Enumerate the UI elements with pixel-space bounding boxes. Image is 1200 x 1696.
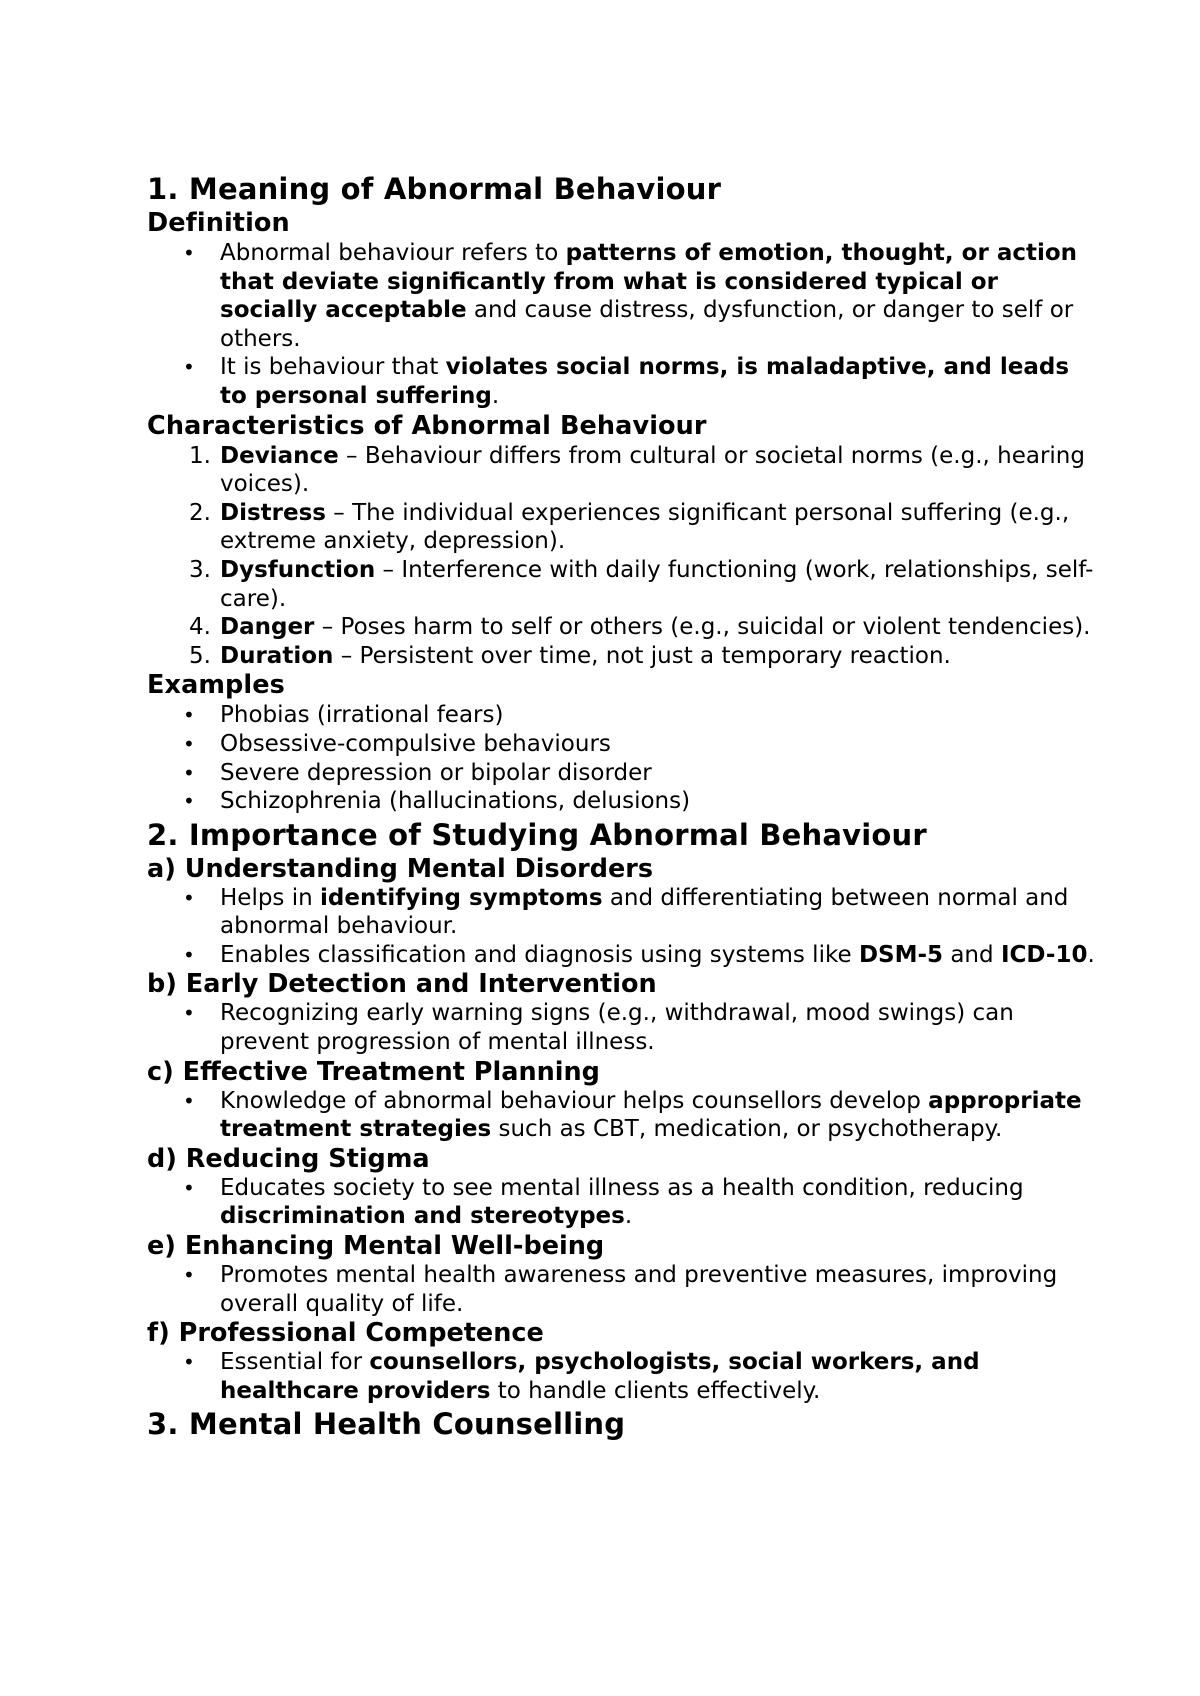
- list-item: • Abnormal behaviour refers to patterns of emotion, thought, or action that deviate significantly from what is considered typical or socially acceptable and cause distress, dysfunction, or danger to self or others.: [183, 240, 1078, 352]
- subsection-c-heading: c) Effective Treatment Planning: [147, 1056, 600, 1087]
- list-item: • Obsessive-compulsive behaviours: [183, 730, 611, 757]
- bullet-icon: •: [183, 355, 195, 380]
- examples-list: [147, 701, 1097, 815]
- definition-heading: Definition: [147, 208, 290, 238]
- list-item: • Essential for counsellors, psychologists, social workers, and healthcare providers to handle clients effectively.: [183, 1349, 980, 1404]
- subsection-e-heading: e) Enhancing Mental Well-being: [147, 1231, 605, 1262]
- bullet-icon: •: [183, 942, 195, 967]
- subsection-d-heading: d) Reducing Stigma: [147, 1143, 430, 1174]
- bullet-icon: •: [183, 1350, 195, 1375]
- subsection-f-heading: f) Professional Competence: [147, 1318, 544, 1349]
- subsection-b-list: [147, 999, 1097, 1056]
- list-item: • Schizophrenia (hallucinations, delusions): [183, 788, 691, 815]
- list-item: 5. Duration – Persistent over time, not just a temporary reaction.: [189, 642, 951, 669]
- list-item: • Knowledge of abnormal behaviour helps counsellors develop appropriate treatment strategies such as CBT, medication, or psychotherapy.: [183, 1087, 1082, 1143]
- bullet-icon: •: [183, 885, 195, 910]
- section-1-title: 1. Meaning of Abnormal Behaviour: [147, 172, 722, 206]
- characteristics-heading: Characteristics of Abnormal Behaviour: [147, 410, 707, 441]
- list-item: • It is behaviour that violates social norms, is maladaptive, and leads to personal suffering.: [183, 354, 1070, 409]
- subsection-d-list: [147, 1174, 1097, 1231]
- list-item: • Recognizing early warning signs (e.g., withdrawal, mood swings) can prevent progression of mental illness.: [183, 1000, 1014, 1056]
- section-2-title: 2. Importance of Studying Abnormal Behaviour: [147, 817, 927, 852]
- subsection-a-heading: a) Understanding Mental Disorders: [147, 853, 654, 884]
- list-item: • Helps in identifying symptoms and differentiating between normal and abnormal behaviour.: [183, 884, 1069, 940]
- subsection-f-list: [147, 1348, 1097, 1405]
- bullet-icon: •: [183, 789, 195, 814]
- subsection-b-heading: b) Early Detection and Intervention: [147, 969, 657, 1000]
- bullet-icon: •: [183, 241, 195, 265]
- list-item: 3. Dysfunction – Interference with daily functioning (work, relationships, self-care).: [189, 556, 1094, 612]
- list-item: • Severe depression or bipolar disorder: [183, 759, 652, 786]
- list-item: • Promotes mental health awareness and preventive measures, improving overall quality of life.: [183, 1262, 1058, 1317]
- subsection-c-list: [147, 1087, 1097, 1144]
- section-3-title: 3. Mental Health Counselling: [147, 1407, 626, 1442]
- bullet-icon: •: [183, 731, 195, 756]
- list-item: 4. Danger – Poses harm to self or others (e.g., suicidal or violent tendencies).: [189, 614, 1091, 641]
- list-item: 2. Distress – The individual experiences significant personal suffering (e.g., extreme anxiety, depression).: [189, 499, 1070, 555]
- list-item: • Educates society to see mental illness as a health condition, reducing discrimination and stereotypes.: [183, 1174, 1024, 1230]
- characteristics-list: [147, 442, 1097, 671]
- bullet-icon: •: [183, 703, 195, 728]
- examples-heading: Examples: [147, 670, 285, 701]
- subsection-e-list: [147, 1261, 1097, 1318]
- bullet-icon: •: [183, 1263, 195, 1288]
- bullet-icon: •: [183, 1088, 195, 1113]
- list-item: • Enables classification and diagnosis using systems like DSM-5 and ICD-10.: [183, 941, 1095, 968]
- bullet-icon: •: [183, 760, 195, 785]
- list-item: 1. Deviance – Behaviour differs from cultural or societal norms (e.g., hearing voices).: [189, 442, 1085, 498]
- subsection-a-list: [147, 884, 1097, 970]
- document-page: [147, 170, 1097, 1443]
- bullet-icon: •: [183, 1175, 195, 1200]
- list-item: • Phobias (irrational fears): [183, 702, 504, 729]
- definition-list: [147, 239, 1097, 411]
- bullet-icon: •: [183, 1001, 195, 1026]
